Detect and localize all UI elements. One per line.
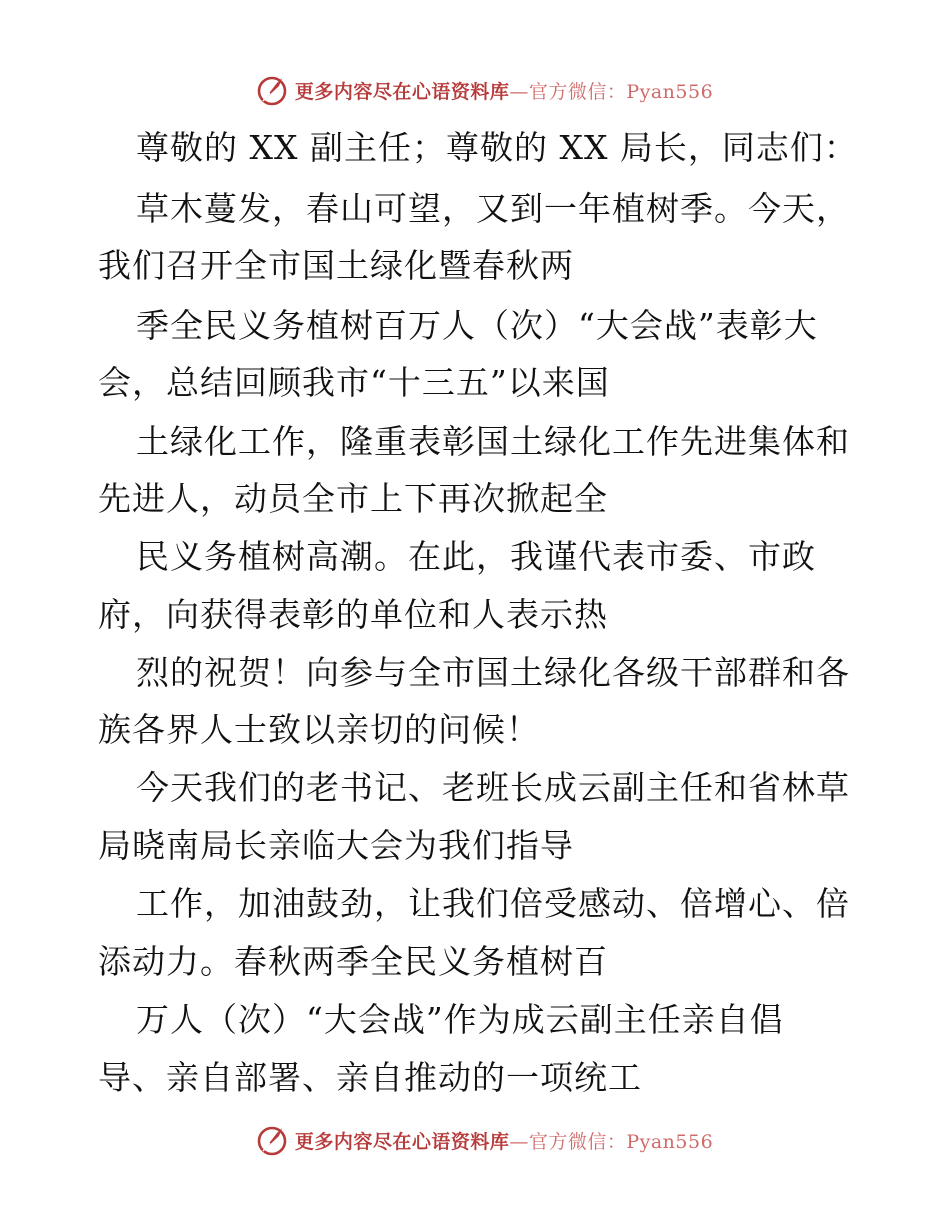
header-banner [0, 70, 950, 110]
document-line: 季全民义务植树百万人（次）“大会战”表彰大 [136, 306, 818, 345]
footer-banner-inner [255, 1123, 713, 1157]
document-line: 会，总结回顾我市“十三五”以来国 [98, 363, 610, 402]
document-line: 族各界人士致以亲切的问候！ [98, 710, 540, 749]
document-line: 尊敬的 XX 副主任；尊敬的 XX 局长，同志们： [136, 128, 858, 167]
footer-banner-strong: 更多内容尽在心语资料库 [294, 1130, 510, 1153]
document-line: 今天我们的老书记、老班长成云副主任和省林草 [136, 768, 850, 807]
header-banner-inner [255, 73, 713, 107]
header-banner-text [295, 77, 713, 104]
document-line: 土绿化工作，隆重表彰国土绿化工作先进集体和 [136, 422, 850, 461]
quill-logo-icon [255, 73, 289, 107]
document-line: 烈的祝贺！向参与全市国土绿化各级干部群和各 [136, 653, 850, 692]
document-line: 先进人，动员全市上下再次掀起全 [98, 479, 608, 518]
document-line: 草木蔓发，春山可望，又到一年植树季。今天， [136, 189, 850, 228]
document-line: 导、亲自部署、亲自推动的一项统工 [98, 1058, 642, 1097]
document-line: 我们召开全市国土绿化暨春秋两 [98, 246, 574, 285]
header-banner-strong: 更多内容尽在心语资料库 [294, 80, 510, 103]
quill-logo-icon [255, 1123, 289, 1157]
footer-banner-text [295, 1127, 713, 1154]
header-banner-rest: —官方微信：Pyan556 [509, 80, 714, 103]
footer-banner [0, 1120, 950, 1160]
document-line: 局晓南局长亲临大会为我们指导 [98, 826, 574, 865]
footer-banner-rest: —官方微信：Pyan556 [509, 1130, 714, 1153]
document-line: 工作，加油鼓劲，让我们倍受感动、倍增心、倍 [136, 884, 850, 923]
document-line: 添动力。春秋两季全民义务植树百 [98, 942, 608, 981]
document-line: 民义务植树高潮。在此，我谨代表市委、市政 [136, 537, 816, 576]
document-line: 万人（次）“大会战”作为成云副主任亲自倡 [136, 1000, 784, 1039]
document-line: 府，向获得表彰的单位和人表示热 [98, 595, 608, 634]
